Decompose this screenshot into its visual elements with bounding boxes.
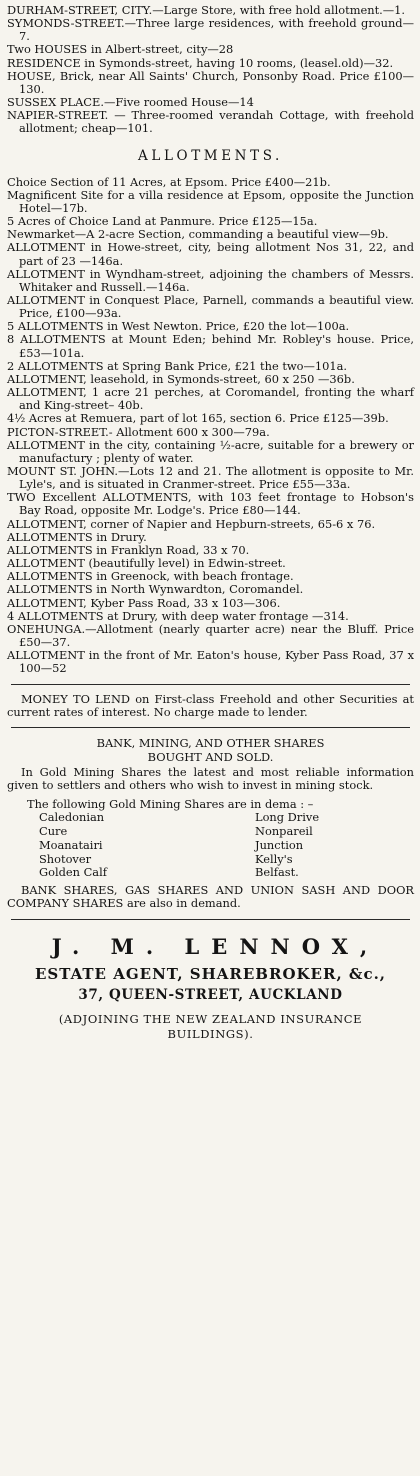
allotment-listing: ALLOTMENT, Kyber Pass Road, 33 x 103—306. (7, 595, 281, 610)
mining-share-name: Golden Calf (39, 865, 107, 880)
allotment-listing: ALLOTMENTS in Franklyn Road, 33 x 70. (7, 542, 250, 557)
allotment-listing: 2 ALLOTMENTS at Spring Bank Price, £21 the two—101a. (7, 358, 348, 373)
mining-share-name: Belfast. (255, 865, 299, 880)
allotment-listing: ALLOTMENT, corner of Napier and Hepburn-streets, 65-6 x 76. (7, 516, 376, 531)
mining-share-name: Shotover (39, 851, 92, 866)
property-listing: SYMONDS-STREET.—Three large residences, with freehold ground—7. (7, 16, 414, 44)
property-listing: RESIDENCE in Symonds-street, having 10 rooms, (leasel.old)—32. (7, 55, 394, 70)
agent-address-note: (ADJOINING THE NEW ZEALAND INSURANCE BUILDINGS). (58, 1011, 363, 1041)
allotment-listing: ALLOTMENT in Conquest Place, Parnell, commands a beautiful view. Price, £100—93a. (7, 292, 414, 321)
mining-share-name: Long Drive (255, 810, 320, 825)
property-listing: Two HOUSES in Albert-street, city—28 (7, 42, 234, 57)
shares-heading-line-1: BANK, MINING, AND OTHER SHARES (96, 735, 325, 750)
mining-share-name: Junction (255, 837, 304, 852)
allotment-listing: MOUNT ST. JOHN.—Lots 12 and 21. The allotment is opposite to Mr. Lyle's, and is situated in Cranmer-street. Price £55—33a. (7, 464, 414, 492)
property-listings (7, 4, 414, 136)
property-listing: NAPIER-STREET. — Three-roomed verandah Cottage, with freehold allotment; cheap—101. (7, 108, 414, 136)
agent-title: ESTATE AGENT, SHAREBROKER, &c., (34, 964, 387, 983)
mining-share-name: Nonpareil (255, 824, 313, 839)
mining-share-name: Caledonian (39, 810, 105, 825)
shares-heading-line-2: BOUGHT AND SOLD. (147, 749, 274, 764)
allotment-listing: ALLOTMENTS in Greenock, with beach frontage. (7, 569, 294, 584)
allotment-listing: ALLOTMENT in Howe-street, city, being allotment Nos 31, 22, and part of 23 —146a. (7, 240, 414, 268)
section-divider (11, 684, 410, 685)
agent-address: 37, QUEEN-STREET, AUCKLAND (78, 986, 343, 1003)
allotment-listing: 4½ Acres at Remuera, part of lot 165, section 6. Price £125—39b. (7, 411, 389, 426)
mining-share-name: Kelly's (255, 851, 293, 866)
allotment-listing: ALLOTMENT, 1 acre 21 perches, at Coromandel, fronting the wharf and King-street– 40b. (7, 385, 414, 413)
allotment-listing: ALLOTMENTS in North Wynwardton, Coromandel. (7, 582, 304, 597)
mining-share-name: Cure (39, 824, 68, 839)
gold-mining-shares-list (39, 811, 414, 880)
allotment-listing: ALLOTMENT in Wyndham-street, adjoining the chambers of Messrs. Whitaker and Russell.—146a. (7, 266, 414, 294)
allotment-listing: ALLOTMENT, leasehold, in Symonds-street, 60 x 250 —36b. (7, 371, 355, 386)
allotment-listing: ALLOTMENTS in Drury. (7, 529, 147, 544)
allotment-listing: 5 Acres of Choice Land at Panmure. Price £125—15a. (7, 214, 318, 229)
property-listing: HOUSE, Brick, near All Saints' Church, Ponsonby Road. Price £100—130. (7, 68, 414, 96)
allotment-listing: 8 ALLOTMENTS at Mount Eden; behind Mr. Robley's house. Price, £53—101a. (7, 332, 414, 360)
allotment-listings (7, 176, 414, 676)
agent-name: J. M. LENNOX, (51, 933, 380, 959)
mining-share-name: Moanatairi (39, 837, 103, 852)
allotment-listing: Newmarket—A 2-acre Section, commanding a beautiful view—9b. (7, 227, 389, 242)
shares-closing: BANK SHARES, GAS SHARES AND UNION SASH AND DOOR COMPANY SHARES are also in demand. (7, 883, 414, 911)
section-divider (11, 727, 410, 728)
allotment-listing: Choice Section of 11 Acres, at Epsom. Price £400—21b. (7, 174, 331, 189)
allotment-listing: Magnificent Site for a villa residence at Epsom, opposite the Junction Hotel—17b. (7, 187, 414, 215)
shares-intro: In Gold Mining Shares the latest and most reliable information given to settlers and others who wish to invest in mining stock. (7, 764, 414, 792)
property-listing: DURHAM-STREET, CITY.—Large Store, with free hold allotment.—1. (7, 3, 406, 17)
allotment-listing: ALLOTMENT in the front of Mr. Eaton's house, Kyber Pass Road, 37 x 100—52 (7, 648, 414, 676)
allotment-listing: TWO Excellent ALLOTMENTS, with 103 feet frontage to Hobson's Bay Road, opposite Mr. Lodge's. Price £80—144. (7, 490, 414, 518)
property-listing: SUSSEX PLACE.—Five roomed House—14 (7, 95, 254, 110)
money-to-lend-notice: MONEY TO LEND on First-class Freehold and other Securities at current rates of interest. No charge made to lender. (7, 691, 414, 719)
section-divider (11, 919, 410, 920)
allotment-listing: 4 ALLOTMENTS at Drury, with deep water frontage —314. (7, 608, 349, 623)
allotment-listing: ALLOTMENT (beautifully level) in Edwin-street. (7, 556, 286, 571)
shares-lead-in: The following Gold Mining Shares are in dema : – (27, 797, 314, 812)
allotment-listing: PICTON-STREET.- Allotment 600 x 300—79a. (7, 424, 270, 439)
allotments-heading: ALLOTMENTS. (138, 147, 283, 164)
allotment-listing: ALLOTMENT in the city, containing ½-acre, suitable for a brewery or manufactury ; plenty of water. (7, 437, 414, 465)
allotment-listing: 5 ALLOTMENTS in West Newton. Price, £20 the lot—100a. (7, 319, 350, 334)
allotment-listing: ONEHUNGA.—Allotment (nearly quarter acre) near the Bluff. Price £50—37. (7, 621, 414, 650)
